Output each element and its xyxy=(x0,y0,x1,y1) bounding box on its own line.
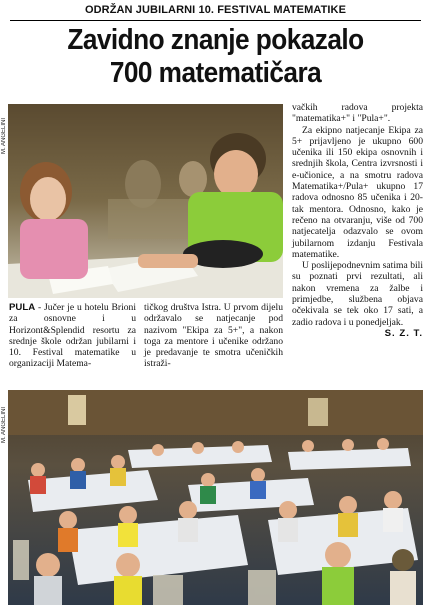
kicker: ODRŽAN JUBILARNI 10. FESTIVAL MATEMATIKE xyxy=(84,4,347,16)
column-1-text: - Jučer je u hotelu Brioni za osnovne i u Horizont&Splendid resortu za srednje škole održan jubilarni i 10. Festival matematike u organizaciji Matema- xyxy=(9,302,136,370)
column-3-paragraph-2: Za ekipno natjecanje Ekipa za 5+ prijavljeno je ukupno 600 učenika ili 150 ekipa osnovnih i srednjih škola, Centra izvrsnosti i e-učionice, a na smotru radova Matematika+/Pula+ ukupno 17 radova odnosno 85 učenika i 20-tak mentora. Odnosno, kako je rečeno na otvaranju, više od 700 natjecatelja odazvalo se ovom jubilarnom izdanju Festivala matematike. xyxy=(292,124,423,260)
kicker-rule xyxy=(10,20,421,21)
column-3-paragraph-3: U poslijepodnevnim satima bili su poznati prvi rezultati, ali nakon vremena za žalbe i primjedbe, službena objava očekivala se tek oko 17 sati, a zadio radova i u ponedjeljak. xyxy=(292,260,423,328)
article-column-1 xyxy=(9,302,136,370)
photo-hall-bottom xyxy=(8,390,423,605)
dateline: PULA xyxy=(9,302,36,313)
photo-credit-bottom: M. ANGELINI xyxy=(1,406,7,443)
column-3-paragraph-1: vačkih radova projekta "matematika+" i "Pula+". xyxy=(292,102,423,125)
photo-students-top xyxy=(8,104,283,298)
author-signature: S. Z. T. xyxy=(384,327,423,339)
headline-line-2: 700 matematičara xyxy=(109,57,322,89)
photo-credit-top: M. ANGELINI xyxy=(1,117,7,154)
article-column-2 xyxy=(144,302,283,370)
article-column-3 xyxy=(292,102,423,339)
headline-line-1: Zavidno znanje pokazalo xyxy=(67,24,364,56)
headline xyxy=(17,24,414,90)
column-2-text: tičkog društva Istra. U prvom dijelu održavalo se natjecanje pod nazivom "Ekipa za 5+", a nakon toga za mentore i učenike održano je predavanje te smotra učeničkih istraži- xyxy=(144,302,283,370)
